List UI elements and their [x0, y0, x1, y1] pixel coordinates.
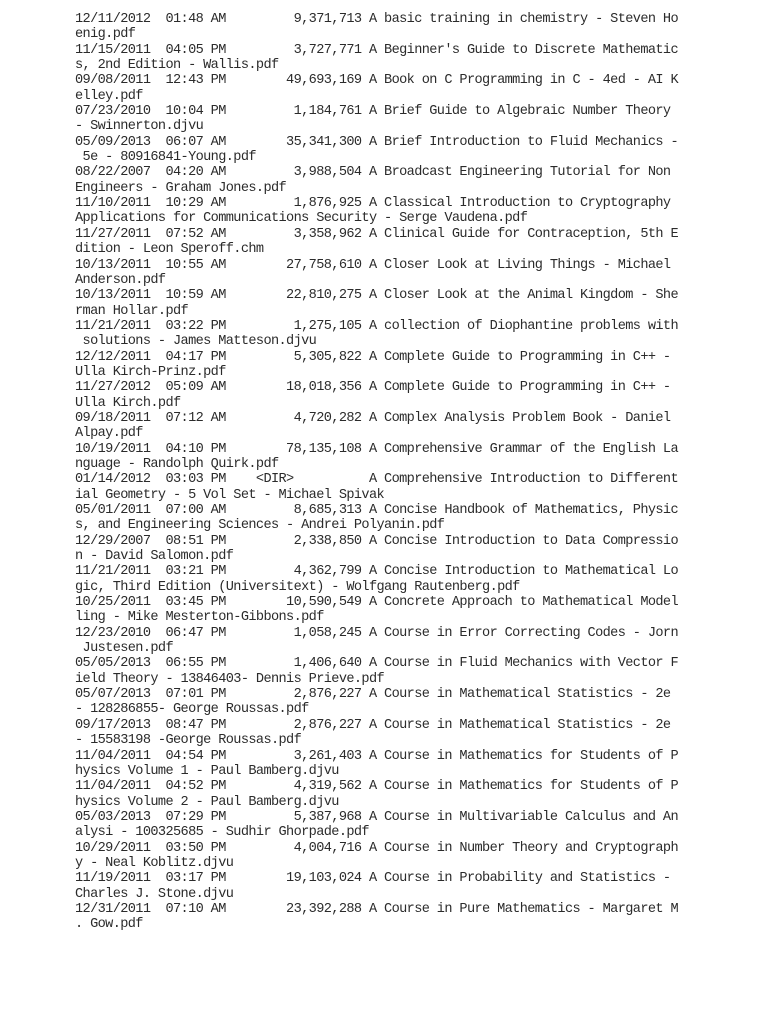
file-entry-continuation: ial Geometry - 5 Vol Set - Michael Spivak [75, 487, 385, 503]
file-entry-continuation: nguage - Randolph Quirk.pdf [75, 456, 279, 472]
file-entry [75, 319, 678, 350]
file-entry-continuation: s, and Engineering Sciences - Andrei Polyanin.pdf [75, 518, 445, 534]
file-entry [75, 871, 678, 902]
file-entry-continuation: elley.pdf [75, 88, 143, 104]
file-entry [75, 902, 678, 933]
file-entry [75, 43, 678, 74]
file-entry [75, 165, 678, 196]
file-entry-line: 11/21/2011 03:22 PM 1,275,105 A collection of Diophantine problems with [75, 318, 679, 334]
file-entry-continuation: Ulla Kirch-Prinz.pdf [75, 364, 226, 380]
file-entry-continuation: 5e - 80916841-Young.pdf [75, 150, 256, 166]
file-entry [75, 380, 678, 411]
file-entry-continuation: Anderson.pdf [75, 272, 166, 288]
file-entry-continuation: - 15583198 -George Roussas.pdf [75, 733, 302, 749]
file-entry-continuation: n - David Salomon.pdf [75, 549, 234, 565]
file-entry-continuation: enig.pdf [75, 27, 136, 43]
file-entry-continuation: hysics Volume 1 - Paul Bamberg.djvu [75, 763, 339, 779]
file-entry-continuation: Ulla Kirch.pdf [75, 395, 181, 411]
file-entry-continuation: dition - Leon Speroff.chm [75, 242, 264, 258]
file-entry-line: 11/27/2011 07:52 AM 3,358,962 A Clinical Guide for Contraception, 5th E [75, 226, 679, 242]
file-entry [75, 779, 678, 810]
file-entry-continuation: alysi - 100325685 - Sudhir Ghorpade.pdf [75, 825, 369, 841]
file-entry-line: 12/11/2012 01:48 AM 9,371,713 A basic training in chemistry - Steven Ho [75, 12, 679, 27]
file-entry-line: 11/21/2011 03:21 PM 4,362,799 A Concise Introduction to Mathematical Lo [75, 564, 679, 580]
file-entry [75, 626, 678, 657]
file-entry-continuation: s, 2nd Edition - Wallis.pdf [75, 58, 279, 74]
file-entry [75, 503, 678, 534]
file-entry-continuation: ield Theory - 13846403- Dennis Prieve.pdf [75, 671, 385, 687]
file-entry [75, 196, 678, 227]
file-entry-line: 10/29/2011 03:50 PM 4,004,716 A Course in Number Theory and Cryptograph [75, 840, 679, 856]
file-entry-line: 01/14/2012 03:03 PM <DIR> A Comprehensive Introduction to Different [75, 472, 679, 488]
file-entry-line: 11/10/2011 10:29 AM 1,876,925 A Classical Introduction to Cryptography [75, 196, 679, 212]
file-entry-continuation: gic, Third Edition (Universitext) - Wolfgang Rautenberg.pdf [75, 579, 520, 595]
file-entry-line: 05/05/2013 06:55 PM 1,406,640 A Course in Fluid Mechanics with Vector F [75, 656, 679, 672]
file-entry [75, 564, 678, 595]
file-entry-continuation: hysics Volume 2 - Paul Bamberg.djvu [75, 794, 339, 810]
file-entry-line: 11/04/2011 04:54 PM 3,261,403 A Course in Mathematics for Students of P [75, 748, 679, 764]
file-entry [75, 841, 678, 872]
file-entry-continuation: Applications for Communications Security - Serge Vaudena.pdf [75, 211, 528, 227]
file-entry-continuation: Charles J. Stone.djvu [75, 886, 234, 902]
file-entry [75, 472, 678, 503]
file-entry-line: 09/18/2011 07:12 AM 4,720,282 A Complex Analysis Problem Book - Daniel [75, 410, 679, 426]
file-entry-continuation: Justesen.pdf [75, 641, 173, 657]
file-entry-continuation: solutions - James Matteson.djvu [75, 334, 317, 350]
file-entry-line: 05/09/2013 06:07 AM 35,341,300 A Brief Introduction to Fluid Mechanics - [75, 134, 679, 150]
file-entry-line: 12/29/2007 08:51 PM 2,338,850 A Concise Introduction to Data Compressio [75, 533, 679, 549]
file-entry [75, 534, 678, 565]
file-entry-line: 11/04/2011 04:52 PM 4,319,562 A Course in Mathematics for Students of P [75, 779, 679, 795]
file-entry [75, 687, 678, 718]
file-entry [75, 749, 678, 780]
file-entry-line: 10/13/2011 10:55 AM 27,758,610 A Closer Look at Living Things - Michael [75, 257, 679, 273]
file-entry-line: 09/08/2011 12:43 PM 49,693,169 A Book on C Programming in C - 4ed - AI K [75, 73, 679, 89]
file-entry-line: 05/01/2011 07:00 AM 8,685,313 A Concise Handbook of Mathematics, Physic [75, 503, 679, 518]
file-entry-line: 07/23/2010 10:04 PM 1,184,761 A Brief Guide to Algebraic Number Theory [75, 104, 679, 120]
file-entry [75, 135, 678, 166]
file-entry-continuation: - 128286855- George Roussas.pdf [75, 702, 309, 718]
file-entry [75, 810, 678, 841]
file-entry [75, 350, 678, 381]
file-entry-continuation: - Swinnerton.djvu [75, 119, 204, 135]
file-entry-continuation: . Gow.pdf [75, 917, 143, 933]
file-entry-line: 10/13/2011 10:59 AM 22,810,275 A Closer Look at the Animal Kingdom - She [75, 288, 679, 304]
file-entry [75, 411, 678, 442]
file-entry-continuation: Alpay.pdf [75, 426, 143, 442]
file-entry-line: 10/25/2011 03:45 PM 10,590,549 A Concrete Approach to Mathematical Model [75, 595, 679, 611]
file-entry [75, 718, 678, 749]
file-entry-continuation: Engineers - Graham Jones.pdf [75, 180, 287, 196]
file-entry-line: 10/19/2011 04:10 PM 78,135,108 A Comprehensive Grammar of the English La [75, 441, 679, 457]
file-entry-line: 08/22/2007 04:20 AM 3,988,504 A Broadcast Engineering Tutorial for Non [75, 165, 679, 181]
file-entry-continuation: y - Neal Koblitz.djvu [75, 855, 234, 871]
file-entry-continuation: rman Hollar.pdf [75, 303, 189, 319]
file-entry [75, 12, 678, 43]
file-entry-line: 11/19/2011 03:17 PM 19,103,024 A Course in Probability and Statistics - [75, 871, 679, 887]
file-entry [75, 288, 678, 319]
file-entry [75, 258, 678, 289]
file-entry-line: 09/17/2013 08:47 PM 2,876,227 A Course in Mathematical Statistics - 2e [75, 717, 679, 733]
file-entry [75, 595, 678, 626]
file-entry [75, 73, 678, 104]
file-entry [75, 656, 678, 687]
file-entry [75, 442, 678, 473]
file-entry [75, 227, 678, 258]
directory-listing [75, 12, 678, 933]
file-entry [75, 104, 678, 135]
file-entry-line: 11/15/2011 04:05 PM 3,727,771 A Beginner's Guide to Discrete Mathematic [75, 42, 679, 58]
file-entry-line: 05/03/2013 07:29 PM 5,387,968 A Course in Multivariable Calculus and An [75, 809, 679, 825]
file-entry-line: 12/23/2010 06:47 PM 1,058,245 A Course in Error Correcting Codes - Jorn [75, 625, 679, 641]
file-entry-line: 12/31/2011 07:10 AM 23,392,288 A Course in Pure Mathematics - Margaret M [75, 901, 679, 917]
file-entry-continuation: ling - Mike Mesterton-Gibbons.pdf [75, 610, 324, 626]
file-entry-line: 05/07/2013 07:01 PM 2,876,227 A Course in Mathematical Statistics - 2e [75, 687, 679, 703]
file-entry-line: 12/12/2011 04:17 PM 5,305,822 A Complete Guide to Programming in C++ - [75, 349, 679, 365]
file-entry-line: 11/27/2012 05:09 AM 18,018,356 A Complete Guide to Programming in C++ - [75, 380, 679, 396]
